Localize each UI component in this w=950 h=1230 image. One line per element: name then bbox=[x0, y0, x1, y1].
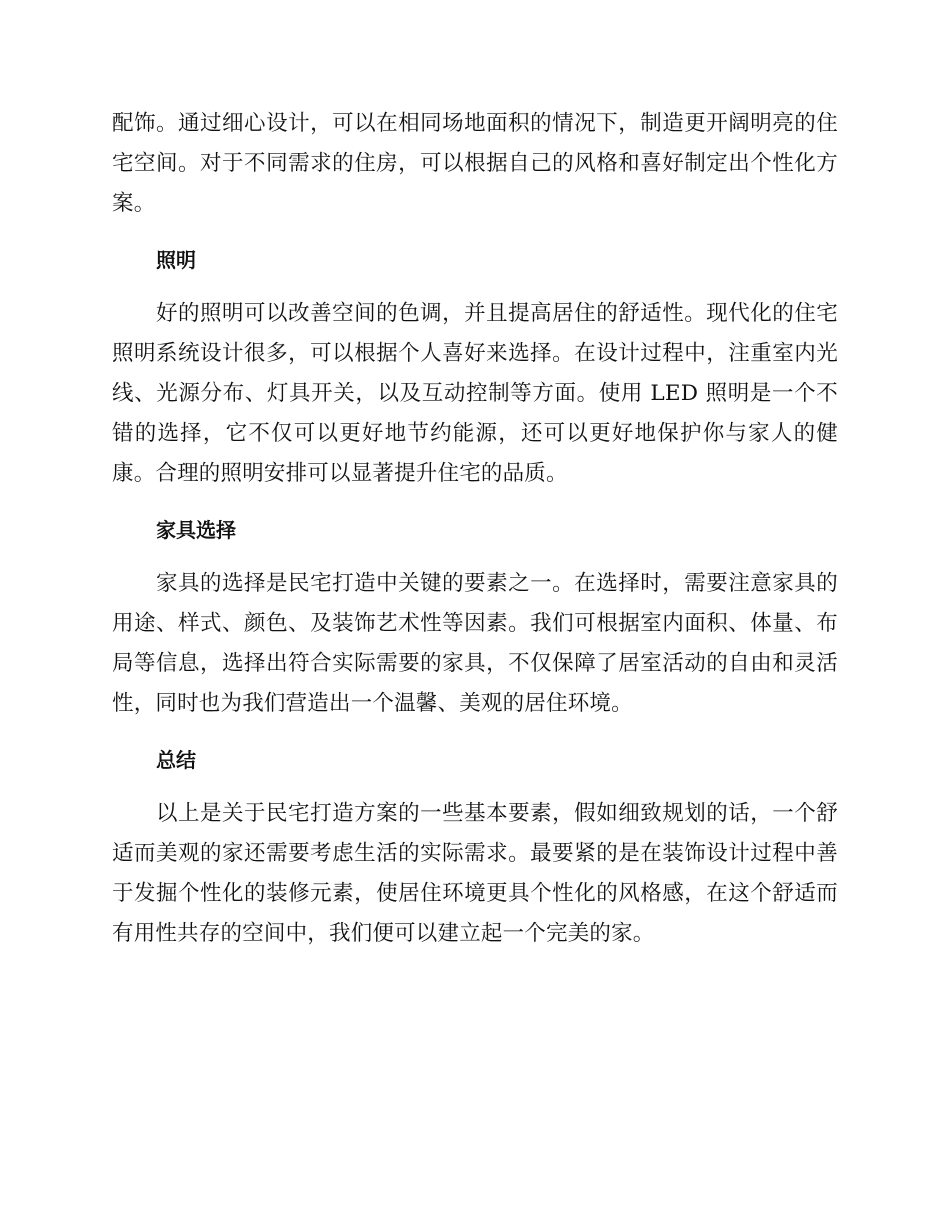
section-paragraph-furniture: 家具的选择是民宅打造中关键的要素之一。在选择时，需要注意家具的用途、样式、颜色、及装饰艺术性等因素。我们可根据室内面积、体量、布局等信息，选择出符合实际需要的家具，不仅保障了居室活动的自由和灵活性，同时也为我们营造出一个温馨、美观的居住环境。 bbox=[112, 571, 838, 716]
intro-paragraph: 配饰。通过细心设计，可以在相同场地面积的情况下，制造更开阔明亮的住宅空间。对于不同需求的住房，可以根据自己的风格和喜好制定出个性化方案。 bbox=[112, 111, 838, 216]
section-heading-furniture: 家具选择 bbox=[156, 518, 236, 542]
section-heading-lighting: 照明 bbox=[156, 248, 196, 272]
document-page bbox=[112, 104, 838, 954]
section-paragraph-summary: 以上是关于民宅打造方案的一些基本要素，假如细致规划的话，一个舒适而美观的家还需要考虑生活的实际需求。最要紧的是在装饰设计过程中善于发掘个性化的装修元素，使居住环境更具个性化的风格感，在这个舒适而有用性共存的空间中，我们便可以建立起一个完美的家。 bbox=[112, 801, 838, 946]
section-paragraph-lighting: 好的照明可以改善空间的色调，并且提高居住的舒适性。现代化的住宅照明系统设计很多，可以根据个人喜好来选择。在设计过程中，注重室内光线、光源分布、灯具开关，以及互动控制等方面。使用 LED 照明是一个不错的选择，它不仅可以更好地节约能源，还可以更好地保护你与家人的健康。合理的照明安排可以显著提升住宅的品质。 bbox=[112, 301, 838, 486]
section-heading-summary: 总结 bbox=[156, 748, 196, 772]
